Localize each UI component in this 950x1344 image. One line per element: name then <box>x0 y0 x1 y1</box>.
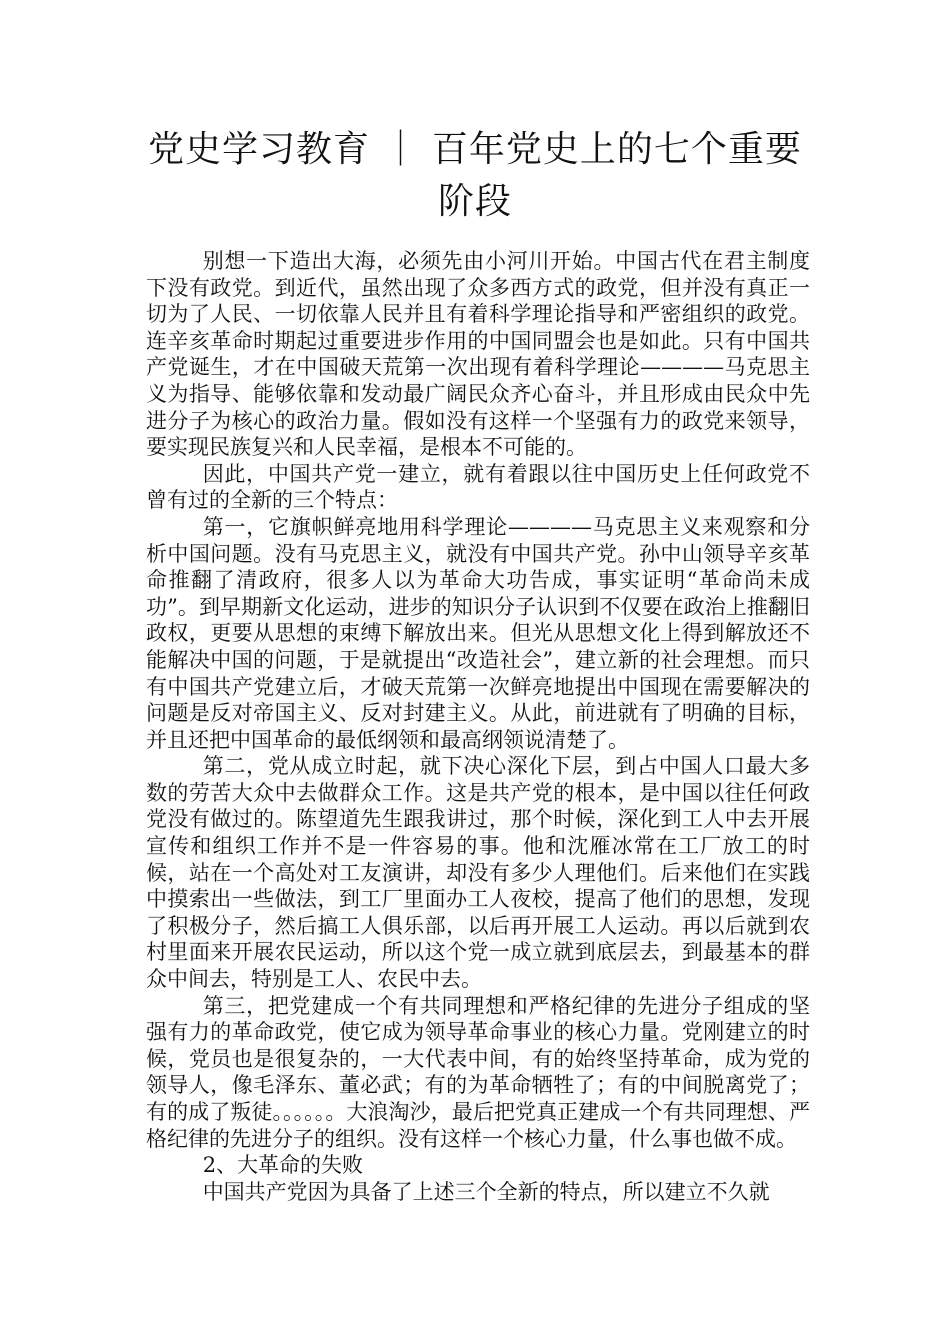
paragraph-second-feature: 第二，党从成立时起，就下决心深化下层，到占中国人口最大多数的劳苦大众中去做群众工作。这是共产党的根本，是中国以往任何政党没有做过的。陈望道先生跟我讲过，那个时候，深化到工人中去开展宣传和组织工作并不是一件容易的事。他和沈雁冰常在工厂放工的时候，站在一个高处对工友演讲，却没有多少人理他们。后来他们在实践中摸索出一些做法，到工厂里面办工人夜校，提高了他们的思想，发现了积极分子，然后搞工人俱乐部，以后再开展工人运动。再以后就到农村里面来开展农民运动，所以这个党一成立就到底层去，到最基本的群众中间去，特别是工人、农民中去。 <box>146 754 810 992</box>
paragraph-intro: 别想一下造出大海，必须先由小河川开始。中国古代在君主制度下没有政党。到近代，虽然出现了众多西方式的政党，但并没有真正一切为了人民、一切依靠人民并且有着科学理论指导和严密组织的政党。连辛亥革命时期起过重要进步作用的中国同盟会也是如此。只有中国共产党诞生，才在中国破天荒第一次出现有着科学理论————马克思主义为指导、能够依靠和发动最广阔民众齐心奋斗，并且形成由民众中先进分子为核心的政治力量。假如没有这样一个坚强有力的政党来领导，要实现民族复兴和人民幸福，是根本不可能的。 <box>146 249 810 460</box>
paragraph-continuation: 中国共产党因为具备了上述三个全新的特点，所以建立不久就 <box>202 1179 770 1204</box>
paragraph-three-features: 因此，中国共产党一建立，就有着跟以往中国历史上任何政党不曾有过的全新的三个特点： <box>146 461 810 513</box>
paragraph-third-feature: 第三，把党建成一个有共同理想和严格纪律的先进分子组成的坚强有力的革命政党，使它成为领导革命事业的核心力量。党刚建立的时候，党员也是很复杂的，一大代表中间，有的始终坚持革命，成为党的领导人，像毛泽东、董必武；有的为革命牺牲了；有的中间脱离党了；有的成了叛徒。。。。。。大浪淘沙，最后把党真正建成一个有共同理想、严格纪律的先进分子的组织。没有这样一个核心力量，什么事也做不成。 <box>146 993 810 1151</box>
section-heading: 2、大革命的失败 <box>202 1153 364 1178</box>
page-title: 党史学习教育 ｜ 百年党史上的七个重要阶段 <box>148 129 802 222</box>
article-body <box>146 248 810 1205</box>
paragraph-first-feature: 第一，它旗帜鲜亮地用科学理论————马克思主义来观察和分析中国问题。没有马克思主义，就没有中国共产党。孙中山领导辛亥革命推翻了清政府，很多人以为革命大功告成，事实证明“革命尚未成功”。到早期新文化运动，进步的知识分子认识到不仅要在政治上推翻旧政权，更要从思想的束缚下解放出来。但光从思想文化上得到解放还不能解决中国的问题，于是就提出“改造社会”，建立新的社会理想。而只有中国共产党建立后，才破天荒第一次鲜亮地提出中国现在需要解决的问题是反对帝国主义、反对封建主义。从此，前进就有了明确的目标，并且还把中国革命的最低纲领和最高纲领说清楚了。 <box>146 514 810 752</box>
